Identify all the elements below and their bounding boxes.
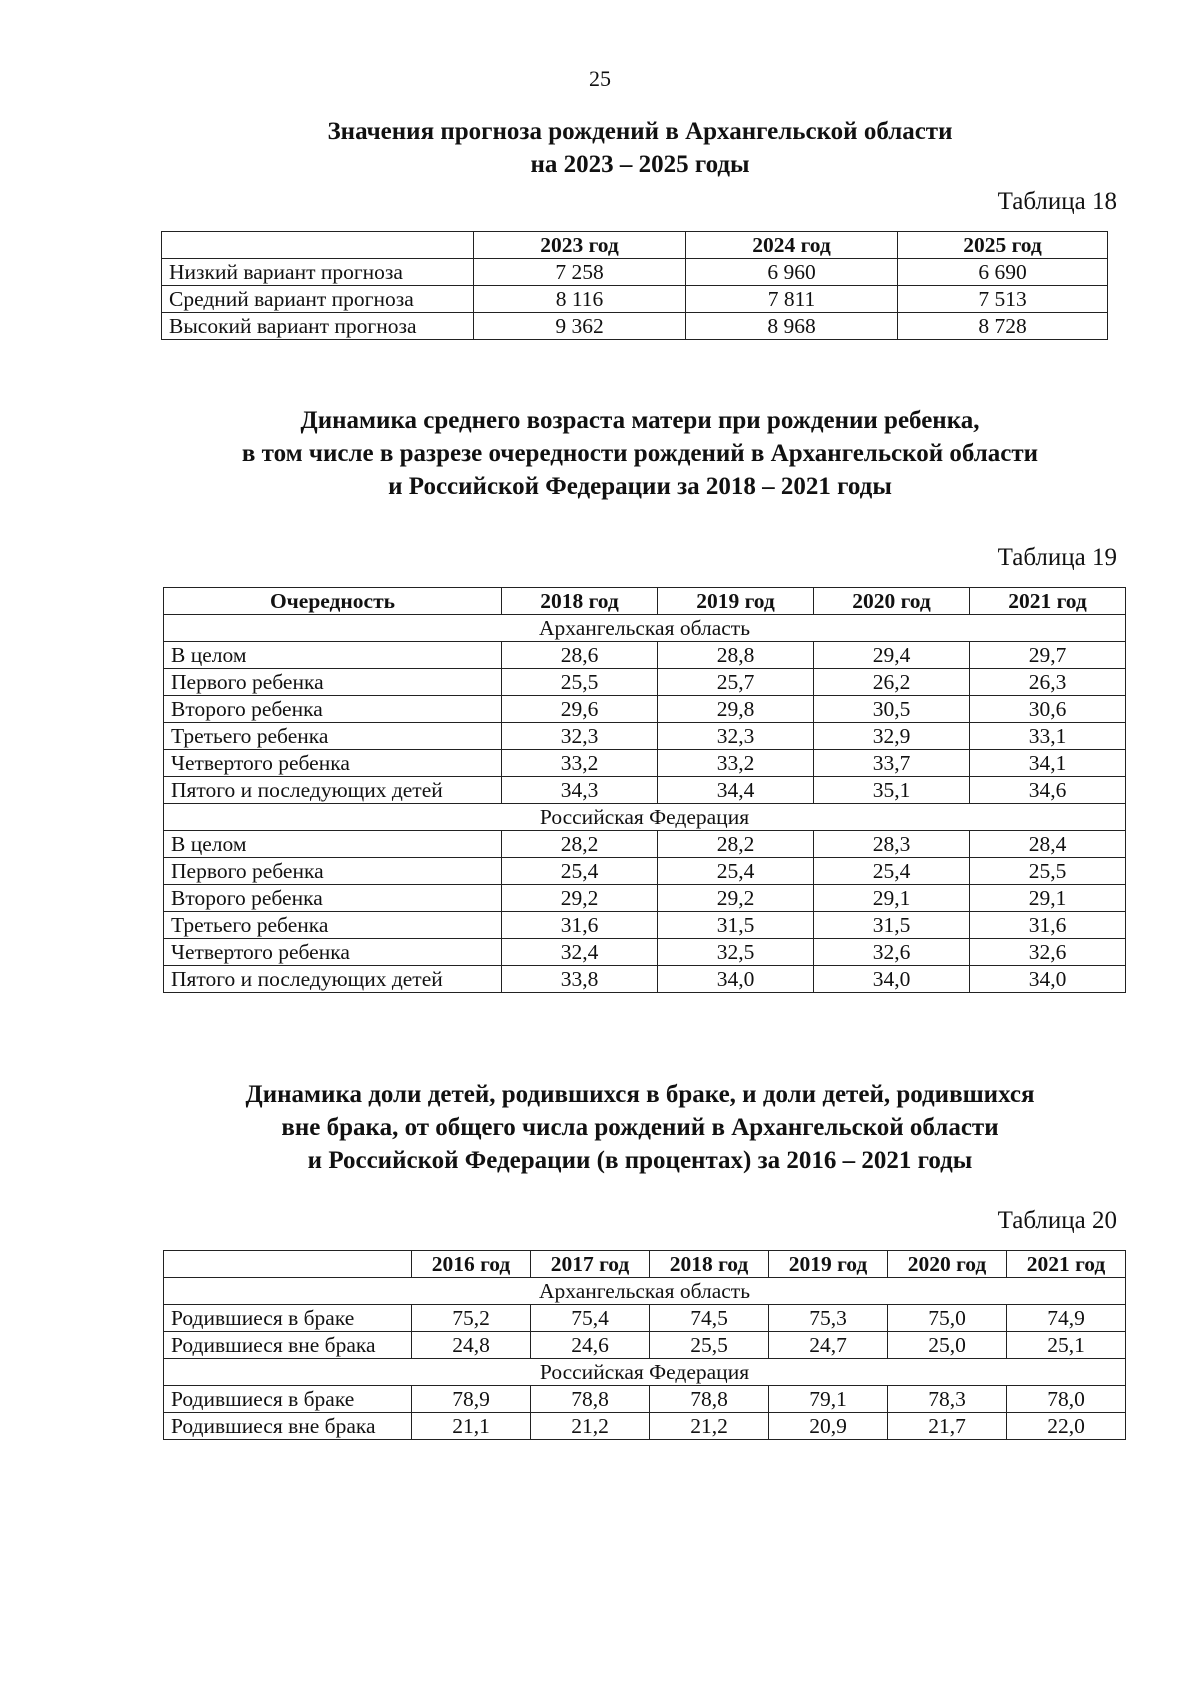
cell-value: 30,5 [814,696,970,723]
cell-value: 25,4 [658,858,814,885]
cell-value: 21,1 [412,1413,531,1440]
cell-value: 8 968 [686,313,898,340]
row-label: В целом [164,831,502,858]
cell-value: 8 116 [474,286,686,313]
cell-value: 34,0 [814,966,970,993]
table-row [164,885,1126,912]
cell-value: 24,6 [531,1332,650,1359]
cell-value: 31,6 [970,912,1126,939]
cell-value: 29,7 [970,642,1126,669]
cell-value: 33,2 [502,750,658,777]
group-header-row [164,615,1126,642]
table-row [162,286,1108,313]
cell-value: 7 258 [474,259,686,286]
group-header: Архангельская область [164,1278,1126,1305]
group-header: Архангельская область [164,615,1126,642]
cell-value: 74,9 [1007,1305,1126,1332]
title-line: на 2023 – 2025 годы [530,151,750,178]
table-row [164,939,1126,966]
cell-value: 21,7 [888,1413,1007,1440]
table-row [164,831,1126,858]
cell-value: 24,8 [412,1332,531,1359]
table-20 [163,1250,1126,1440]
row-label: Третьего ребенка [164,723,502,750]
cell-value: 34,0 [970,966,1126,993]
column-header: 2018 год [502,588,658,615]
cell-value: 32,6 [970,939,1126,966]
cell-value: 74,5 [650,1305,769,1332]
cell-value: 25,4 [814,858,970,885]
cell-value: 8 728 [898,313,1108,340]
table-18-label: Таблица 18 [997,188,1117,215]
cell-value: 28,2 [502,831,658,858]
cell-value: 7 513 [898,286,1108,313]
column-header: 2017 год [531,1251,650,1278]
cell-value: 28,2 [658,831,814,858]
table-row [164,966,1126,993]
cell-value: 34,3 [502,777,658,804]
cell-value: 6 960 [686,259,898,286]
row-label: Третьего ребенка [164,912,502,939]
row-label: Высокий вариант прогноза [162,313,474,340]
cell-value: 30,6 [970,696,1126,723]
table-row [164,1332,1126,1359]
table-row [164,750,1126,777]
column-header: 2020 год [814,588,970,615]
cell-value: 33,2 [658,750,814,777]
cell-value: 32,3 [502,723,658,750]
title-line: и Российской Федерации (в процентах) за 2016 – 2021 годы [307,1147,973,1174]
group-header-row [164,804,1126,831]
row-label: Родившиеся в браке [164,1386,412,1413]
row-label: Пятого и последующих детей [164,777,502,804]
cell-value: 78,8 [650,1386,769,1413]
cell-value: 9 362 [474,313,686,340]
column-header: 2021 год [970,588,1126,615]
row-label: Второго ребенка [164,885,502,912]
table-row [162,313,1108,340]
table-20-label: Таблица 20 [997,1207,1117,1234]
table-row [162,259,1108,286]
cell-value: 28,3 [814,831,970,858]
cell-value: 75,0 [888,1305,1007,1332]
cell-value: 7 811 [686,286,898,313]
title-line: Динамика доли детей, родившихся в браке, и доли детей, родившихся [245,1081,1035,1108]
cell-value: 75,3 [769,1305,888,1332]
column-header [162,232,474,259]
row-label: Второго ребенка [164,696,502,723]
row-label: Низкий вариант прогноза [162,259,474,286]
cell-value: 31,5 [814,912,970,939]
column-header: 2019 год [769,1251,888,1278]
table-19 [163,587,1126,993]
cell-value: 34,6 [970,777,1126,804]
table-row [164,912,1126,939]
cell-value: 29,2 [658,885,814,912]
title-line: и Российской Федерации за 2018 – 2021 годы [388,473,892,500]
row-label: Средний вариант прогноза [162,286,474,313]
table-row [164,669,1126,696]
table-header-row [164,1251,1126,1278]
cell-value: 25,1 [1007,1332,1126,1359]
cell-value: 24,7 [769,1332,888,1359]
title-line: в том числе в разрезе очередности рождений в Архангельской области [241,440,1039,467]
cell-value: 78,0 [1007,1386,1126,1413]
page-number: 25 [589,66,611,91]
cell-value: 32,9 [814,723,970,750]
cell-value: 33,1 [970,723,1126,750]
cell-value: 22,0 [1007,1413,1126,1440]
column-header: 2019 год [658,588,814,615]
cell-value: 25,5 [970,858,1126,885]
cell-value: 33,8 [502,966,658,993]
cell-value: 21,2 [650,1413,769,1440]
cell-value: 20,9 [769,1413,888,1440]
cell-value: 25,5 [502,669,658,696]
group-header-row [164,1359,1126,1386]
title-line: Значения прогноза рождений в Архангельской области [327,118,953,145]
cell-value: 29,2 [502,885,658,912]
cell-value: 75,4 [531,1305,650,1332]
cell-value: 34,1 [970,750,1126,777]
row-label: Первого ребенка [164,669,502,696]
cell-value: 29,8 [658,696,814,723]
column-header: 2018 год [650,1251,769,1278]
cell-value: 32,3 [658,723,814,750]
cell-value: 32,5 [658,939,814,966]
cell-value: 35,1 [814,777,970,804]
group-header: Российская Федерация [164,1359,1126,1386]
row-label: Четвертого ребенка [164,750,502,777]
cell-value: 79,1 [769,1386,888,1413]
column-header [164,1251,412,1278]
table-row [164,696,1126,723]
column-header: 2025 год [898,232,1108,259]
table-row [164,642,1126,669]
cell-value: 21,2 [531,1413,650,1440]
row-label: Четвертого ребенка [164,939,502,966]
cell-value: 26,3 [970,669,1126,696]
cell-value: 6 690 [898,259,1108,286]
title-line: Динамика среднего возраста матери при рождении ребенка, [300,407,980,434]
table-row [164,1413,1126,1440]
cell-value: 25,4 [502,858,658,885]
title-line: вне брака, от общего числа рождений в Архангельской области [281,1114,999,1141]
cell-value: 78,3 [888,1386,1007,1413]
column-header: Очередность [164,588,502,615]
cell-value: 29,1 [970,885,1126,912]
cell-value: 29,4 [814,642,970,669]
column-header: 2016 год [412,1251,531,1278]
table-19-label: Таблица 19 [997,544,1117,571]
table-row [164,723,1126,750]
table-20-title [140,1078,1140,1177]
cell-value: 34,4 [658,777,814,804]
row-label: Родившиеся вне брака [164,1413,412,1440]
table-18-title [140,115,1140,181]
group-header: Российская Федерация [164,804,1126,831]
table-header-row [162,232,1108,259]
cell-value: 26,2 [814,669,970,696]
cell-value: 32,4 [502,939,658,966]
cell-value: 34,0 [658,966,814,993]
cell-value: 29,1 [814,885,970,912]
row-label: Родившиеся в браке [164,1305,412,1332]
cell-value: 28,4 [970,831,1126,858]
table-row [164,858,1126,885]
table-row [164,1386,1126,1413]
cell-value: 25,5 [650,1332,769,1359]
cell-value: 78,9 [412,1386,531,1413]
row-label: Первого ребенка [164,858,502,885]
cell-value: 32,6 [814,939,970,966]
table-row [164,1305,1126,1332]
column-header: 2020 год [888,1251,1007,1278]
column-header: 2024 год [686,232,898,259]
cell-value: 33,7 [814,750,970,777]
row-label: Родившиеся вне брака [164,1332,412,1359]
cell-value: 25,0 [888,1332,1007,1359]
row-label: Пятого и последующих детей [164,966,502,993]
cell-value: 31,5 [658,912,814,939]
column-header: 2021 год [1007,1251,1126,1278]
table-header-row [164,588,1126,615]
cell-value: 28,8 [658,642,814,669]
table-18 [161,231,1108,340]
group-header-row [164,1278,1126,1305]
column-header: 2023 год [474,232,686,259]
cell-value: 31,6 [502,912,658,939]
table-row [164,777,1126,804]
cell-value: 29,6 [502,696,658,723]
table-19-title [140,404,1140,503]
cell-value: 25,7 [658,669,814,696]
row-label: В целом [164,642,502,669]
cell-value: 28,6 [502,642,658,669]
cell-value: 75,2 [412,1305,531,1332]
cell-value: 78,8 [531,1386,650,1413]
